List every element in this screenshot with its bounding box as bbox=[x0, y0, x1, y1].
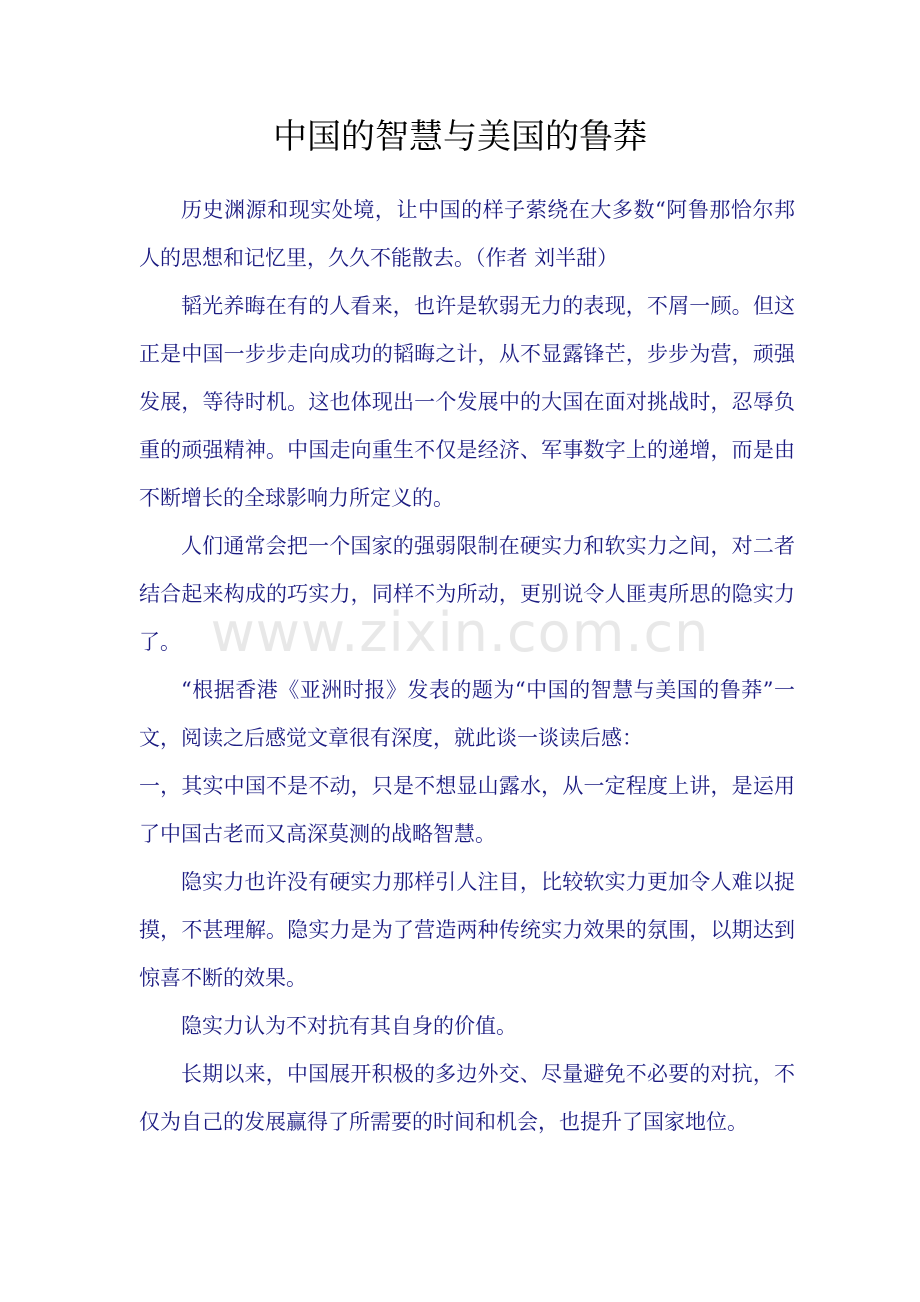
document-title: 中国的智慧与美国的鲁莽 bbox=[273, 117, 647, 157]
paragraph-1: 历史渊源和现实处境，让中国的样子萦绕在大多数“阿鲁那恰尔邦人的思想和记忆里，久久不能散去。（作者 刘半甜） bbox=[139, 198, 795, 270]
paragraph-7: 隐实力认为不对抗有其自身的价值。 bbox=[181, 1014, 517, 1038]
document-body bbox=[139, 186, 795, 1146]
watermark-text: www.zixin.com.cn bbox=[210, 601, 710, 664]
paragraph-8: 长期以来，中国展开积极的多边外交、尽量避免不必要的对抗，不仅为自己的发展赢得了所需要的时间和机会，也提升了国家地位。 bbox=[139, 1062, 795, 1134]
paragraph-2: 韬光养晦在有的人看来，也许是软弱无力的表现，不屑一顾。但这正是中国一步步走向成功的韬晦之计，从不显露锋芒，步步为营，顽强发展，等待时机。这也体现出一个发展中的大国在面对挑战时，忍辱负重的顽强精神。中国走向重生不仅是经济、军事数字上的递增，而是由不断增长的全球影响力所定义的。 bbox=[139, 294, 795, 510]
paragraph-4: “根据香港《亚洲时报》发表的题为“中国的智慧与美国的鲁莽”一文，阅读之后感觉文章很有深度，就此谈一谈读后感： bbox=[139, 678, 795, 750]
paragraph-5: 一，其实中国不是不动，只是不想显山露水，从一定程度上讲，是运用了中国古老而又高深莫测的战略智慧。 bbox=[139, 774, 795, 846]
paragraph-3: 人们通常会把一个国家的强弱限制在硬实力和软实力之间，对二者结合起来构成的巧实力，同样不为所动，更别说令人匪夷所思的隐实力了。 bbox=[139, 534, 795, 654]
paragraph-6: 隐实力也许没有硬实力那样引人注目，比较软实力更加令人难以捉摸，不甚理解。隐实力是为了营造两种传统实力效果的氛围，以期达到惊喜不断的效果。 bbox=[139, 870, 795, 990]
